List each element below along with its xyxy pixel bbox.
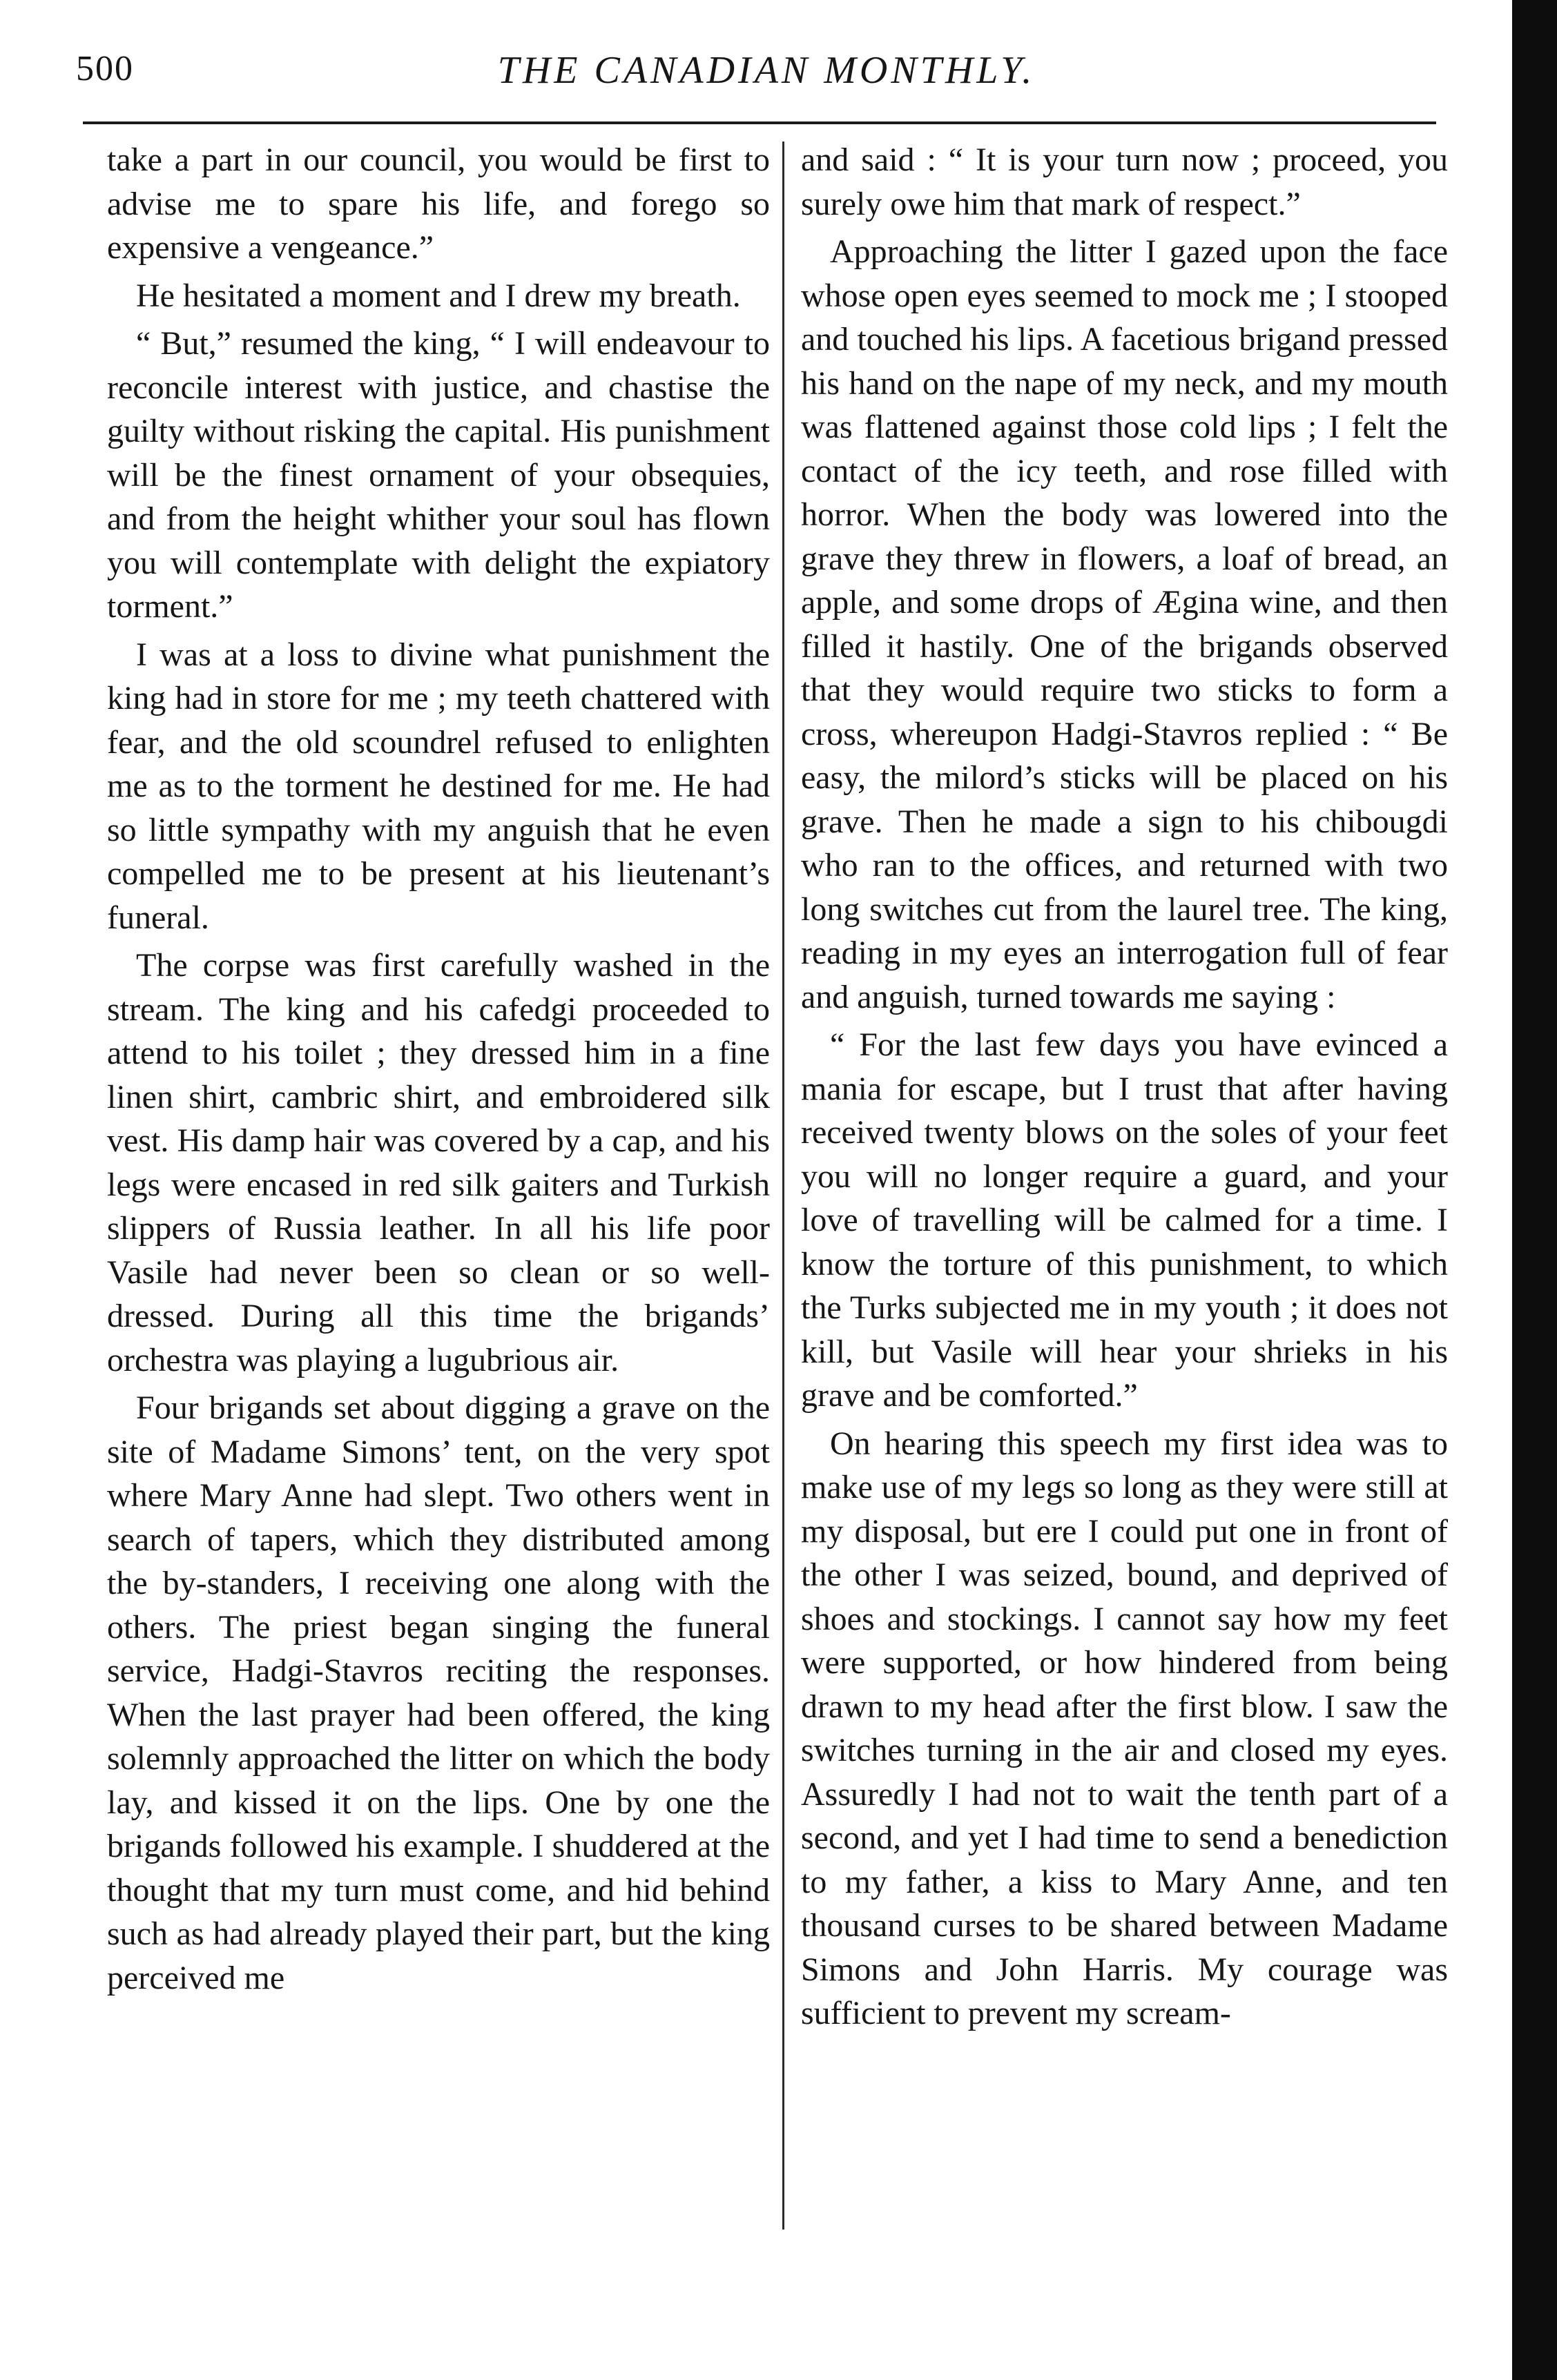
paragraph: take a part in our council, you would be first to advise me to spare his life, and forego so expensive a vengeance.”	[107, 142, 770, 266]
paragraph: On hearing this speech my first idea was to make use of my legs so long as they were still at my disposal, but ere I could put one in front of the other I was seized, bound, and deprived of shoes and stockings. I cannot say how my feet were supported, or how hindered from being drawn to my head after the first blow. I saw the switches turning in the air and closed my eyes. Assuredly I had not to wait the tenth part of a second, and yet I had time to send a benediction to my father, a kiss to Mary Anne, and ten thousand curses to be shared between Madame Simons and John Harris. My courage was sufficient to prevent my scream-	[801, 1425, 1448, 2031]
page-number: 500	[76, 49, 134, 88]
paragraph: “ But,” resumed the king, “ I will endeavour to reconcile interest with justice, and chastise the guilty without risking the capital. His punishment will be the finest ornament of your obsequies, and from the height whither your soul has flown you will contemplate with delight the expiatory torment.”	[107, 325, 770, 625]
right-column	[801, 138, 1448, 2040]
paragraph: and said : “ It is your turn now ; proceed, you surely owe him that mark of respect.”	[801, 142, 1448, 222]
paragraph: He hesitated a moment and I drew my breath.	[136, 277, 741, 314]
running-title: THE CANADIAN MONTHLY.	[497, 49, 1036, 92]
paragraph: The corpse was first carefully washed in the stream. The king and his cafedgi proceeded to attend to his toilet ; they dressed him in a fine linen shirt, cambric shirt, and embroidered silk vest. His damp hair was covered by a cap, and his legs were encased in red silk gaiters and Turkish slippers of Russia leather. In all his life poor Vasile had never been so clean or so well-dressed. During all this time the brigands’ orchestra was playing a lugubrious air.	[107, 947, 770, 1378]
scan-edge-band	[1512, 0, 1557, 2380]
paragraph: Four brigands set about digging a grave on the site of Madame Simons’ tent, on the very spot where Mary Anne had slept. Two others went in search of tapers, which they distributed among the by-standers, I receiving one along with the others. The priest began singing the funeral service, Hadgi-Stavros reciting the responses. When the last prayer had been offered, the king solemnly approached the litter on which the body lay, and kissed it on the lips. One by one the brigands followed his example. I shuddered at the thought that my turn must come, and hid behind such as had already played their part, but the king perceived me	[107, 1389, 770, 1996]
paragraph: Approaching the litter I gazed upon the face whose open eyes seemed to mock me ; I stooped and touched his lips. A facetious brigand pressed his hand on the nape of my neck, and my mouth was flattened against those cold lips ; I felt the contact of the icy teeth, and rose filled with horror. When the body was lowered into the grave they threw in flowers, a loaf of bread, an apple, and some drops of Ægina wine, and then filled it hastily. One of the brigands observed that they would require two sticks to form a cross, whereupon Hadgi-Stavros replied : “ Be easy, the milord’s sticks will be placed on his grave. Then he made a sign to his chibougdi who ran to the offices, and returned with two long switches cut from the laurel tree. The king, reading in my eyes an interrogation full of fear and anguish, turned towards me saying :	[801, 233, 1448, 1015]
paragraph: I was at a loss to divine what punishment the king had in store for me ; my teeth chattered with fear, and the old scoundrel refused to enlighten me as to the torment he destined for me. He had so little sympathy with my anguish that he even compelled me to be present at his lieutenant’s funeral.	[107, 636, 770, 936]
header-rule	[83, 121, 1436, 124]
left-column	[107, 138, 770, 2004]
column-divider	[782, 142, 784, 2230]
page-header	[0, 48, 1557, 124]
paragraph: “ For the last few days you have evinced a mania for escape, but I trust that after having received twenty blows on the soles of your feet you will no longer require a guard, and your love of travelling will be calmed for a time. I know the torture of this punishment, to which the Turks subjected me in my youth ; it does not kill, but Vasile will hear your shrieks in his grave and be comforted.”	[801, 1026, 1448, 1414]
